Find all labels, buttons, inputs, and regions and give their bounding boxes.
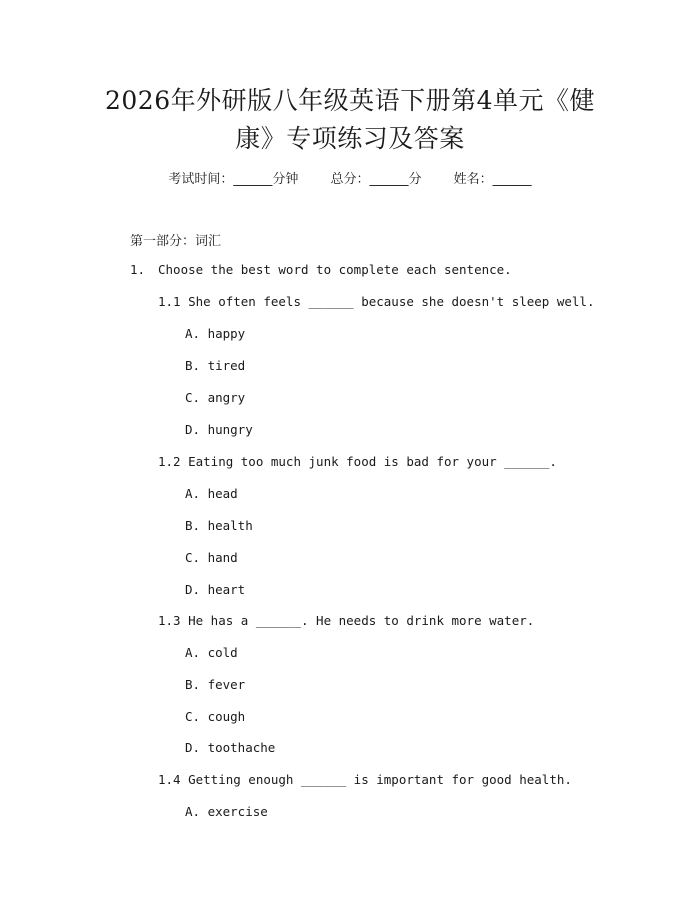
subquestion-1-4: 1.4 Getting enough ______ is important for good health.	[158, 772, 572, 787]
question-1	[130, 262, 512, 277]
subquestion-1-2: 1.2 Eating too much junk food is bad for your ______.	[158, 454, 557, 469]
section-title: 第一部分：词汇	[130, 234, 222, 249]
option-1-2-a: A. head	[185, 486, 238, 501]
option-1-2-c: C. hand	[185, 550, 238, 565]
option-1-1-c: C. angry	[185, 390, 246, 405]
option-1-3-c: C. cough	[185, 709, 246, 724]
exam-meta	[0, 168, 700, 187]
option-1-3-a: A. cold	[185, 645, 238, 660]
title-line-2: 康》专项练习及答案	[235, 124, 465, 153]
question-number: 1.	[130, 262, 146, 277]
option-1-2-d: D. heart	[185, 582, 246, 597]
exam-time-field: 考试时间：______分钟	[168, 172, 299, 187]
option-1-1-a: A. happy	[185, 326, 246, 341]
option-1-3-d: D. toothache	[185, 740, 276, 755]
option-1-2-b: B. health	[185, 518, 253, 533]
subquestion-1-3: 1.3 He has a ______. He needs to drink more water.	[158, 613, 535, 628]
option-1-1-b: B. tired	[185, 358, 246, 373]
total-score-field: 总分：______分	[330, 172, 422, 187]
title-line-1: 2026年外研版八年级英语下册第4单元《健	[104, 86, 596, 115]
student-name-field: 姓名：______	[453, 172, 532, 187]
document-title	[60, 82, 640, 158]
option-1-3-b: B. fever	[185, 677, 246, 692]
question-instruction: Choose the best word to complete each sentence.	[158, 262, 512, 277]
subquestion-1-1: 1.1 She often feels ______ because she doesn't sleep well.	[158, 294, 595, 309]
option-1-4-a: A. exercise	[185, 804, 268, 819]
option-1-1-d: D. hungry	[185, 422, 253, 437]
